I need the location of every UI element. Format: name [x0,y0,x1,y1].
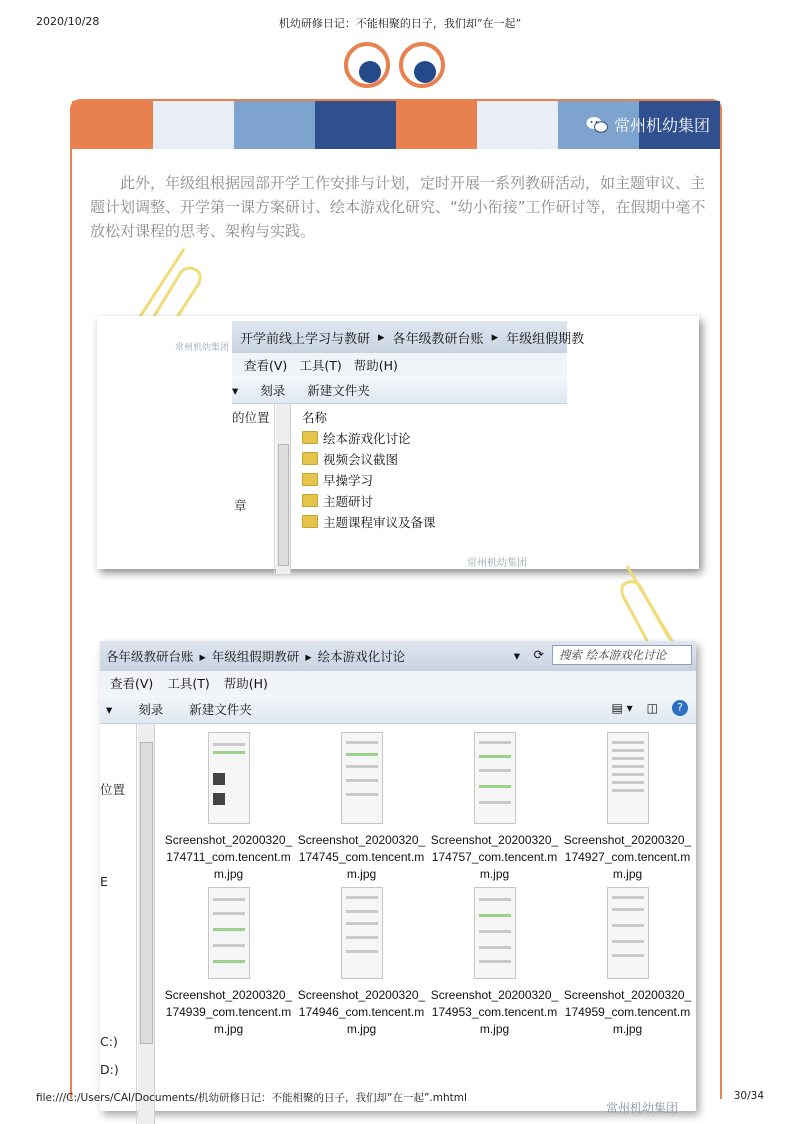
breadcrumb-item[interactable]: 开学前线上学习与教研 [240,331,371,347]
folder-name: 早操学习 [323,472,374,488]
folder-icon [302,515,318,528]
folder-icon [302,494,318,507]
right-eye-icon [399,42,445,88]
explorer-screenshot-1 [97,316,699,569]
file-list [302,406,436,532]
menu-help[interactable]: 帮助(H) [353,358,398,373]
print-page-title: 机幼研修日记：不能相聚的日子，我们却“在一起” [278,17,522,30]
image-thumbnail-icon [208,887,250,979]
folder-icon [302,473,318,486]
chevron-right-icon: ▸ [199,648,206,664]
address-bar [100,641,696,671]
folder-name: 视频会议截图 [323,451,399,467]
content-pane [232,404,567,574]
explorer-window-1 [232,321,585,569]
print-page-number: 30/34 [733,1090,764,1102]
image-thumbnail-icon [607,887,649,979]
navigation-pane [100,724,137,1124]
toolbar [100,695,696,724]
nav-item[interactable]: 章 [234,498,247,513]
nav-item[interactable]: 的位置 [232,410,270,425]
file-name: Screenshot_20200320_174939_com.tencent.mm.jpg [164,988,293,1036]
navigation-pane [232,404,275,574]
vertical-scrollbar[interactable] [276,404,291,574]
folder-icon [302,431,318,444]
print-date: 2020/10/28 [36,15,100,28]
file-name: Screenshot_20200320_174757_com.tencent.mm.jpg [430,833,559,881]
file-name: Screenshot_20200320_174953_com.tencent.mm.jpg [430,988,559,1036]
file-item[interactable] [295,887,428,1038]
breadcrumb-item[interactable]: 绘本游戏化讨论 [317,649,406,664]
menu-bar [232,353,567,377]
nav-item[interactable]: 位置 [100,782,126,797]
organize-dropdown-icon[interactable]: ▾ [106,701,113,717]
search-input[interactable]: 搜索 绘本游戏化讨论 [552,645,692,665]
list-item[interactable] [302,490,436,511]
organize-dropdown-icon[interactable]: ▾ [232,382,239,398]
menu-view[interactable]: 查看(V) [110,676,154,691]
chevron-right-icon: ▸ [305,648,312,664]
watermark: 常州机幼集团 [467,558,527,569]
file-item[interactable] [162,732,295,883]
help-icon[interactable]: ? [672,700,688,716]
burn-button[interactable]: 刻录 [260,383,286,398]
file-name: Screenshot_20200320_174946_com.tencent.mm.jpg [297,988,426,1036]
folder-icon [302,452,318,465]
nav-item[interactable]: D:) [100,1062,119,1077]
file-name: Screenshot_20200320_174745_com.tencent.mm.jpg [297,833,426,881]
menu-tools[interactable]: 工具(T) [299,358,342,373]
breadcrumb-item[interactable]: 年级组假期教研 [211,649,300,664]
refresh-icon[interactable]: ⟳ [533,647,544,662]
print-file-path: file:///C:/Users/CAI/Documents/机幼研修日记：不能相聚的日子，我们却“在一起”.mhtml [36,1092,467,1104]
image-thumbnail-icon [474,887,516,979]
file-item[interactable] [428,732,561,883]
chevron-right-icon: ▸ [491,329,499,345]
preview-pane-icon[interactable]: ◫ [646,701,658,715]
breadcrumb-item[interactable]: 各年级教研台账 [106,649,194,664]
list-item[interactable] [302,511,436,532]
watermark-small: 常州机幼集团 [175,343,230,353]
left-eye-icon [344,42,390,88]
new-folder-button[interactable]: 新建文件夹 [189,702,252,717]
body-paragraph: 此外，年级组根据园部开学工作安排与计划，定时开展一系列教研活动，如主题审议、主题计划调整、开学第一课方案研讨、绘本游戏化研究、“幼小衔接”工作研讨等，在假期中毫不放松对课程的思考、架构与实践。 [90,174,706,240]
file-item[interactable] [162,887,295,1038]
watermark: 常州机幼集团 [605,1101,678,1115]
breadcrumb-item[interactable]: 年级组假期教 [506,331,585,347]
folder-name: 主题课程审议及备课 [323,514,436,530]
history-dropdown-icon[interactable]: ▾ [513,648,520,663]
burn-button[interactable]: 刻录 [138,702,164,717]
brand-badge [586,113,710,136]
menu-view[interactable]: 查看(V) [244,358,288,373]
image-thumbnail-icon [341,887,383,979]
file-grid [162,732,694,1038]
chevron-right-icon: ▸ [378,329,385,345]
image-thumbnail-icon [474,732,516,824]
folder-name: 绘本游戏化讨论 [323,430,411,446]
file-name: Screenshot_20200320_174927_com.tencent.mm.jpg [563,833,692,881]
brand-name: 常州机幼集团 [613,116,710,135]
nav-item[interactable]: E [100,874,108,889]
explorer-screenshot-2 [100,641,696,1115]
menu-bar [100,671,696,695]
list-item[interactable] [302,427,436,448]
view-options-icon[interactable]: ▤ ▾ [611,701,633,715]
nav-item[interactable]: C:) [100,1034,118,1049]
list-item[interactable] [302,448,436,469]
vertical-scrollbar[interactable] [138,724,155,1124]
new-folder-button[interactable]: 新建文件夹 [307,383,370,398]
image-thumbnail-icon [607,732,649,824]
file-name: Screenshot_20200320_174711_com.tencent.mm.jpg [164,833,293,881]
folder-name: 主题研讨 [323,493,374,509]
file-name: Screenshot_20200320_174959_com.tencent.mm.jpg [563,988,692,1036]
list-item[interactable] [302,469,436,490]
file-item[interactable] [428,887,561,1038]
wechat-icon [586,116,608,134]
address-bar [232,321,585,353]
file-item[interactable] [295,732,428,883]
menu-help[interactable]: 帮助(H) [223,676,268,691]
image-thumbnail-icon [341,732,383,824]
image-thumbnail-icon [208,732,250,824]
file-item[interactable] [561,887,694,1038]
breadcrumb-item[interactable]: 各年级教研台账 [392,331,484,347]
article-frame [70,99,722,1115]
content-pane [100,724,696,1124]
column-header-name[interactable]: 名称 [302,409,328,425]
eyes-decoration [344,42,450,88]
toolbar [232,377,567,404]
menu-tools[interactable]: 工具(T) [167,676,210,691]
file-item[interactable] [561,732,694,883]
